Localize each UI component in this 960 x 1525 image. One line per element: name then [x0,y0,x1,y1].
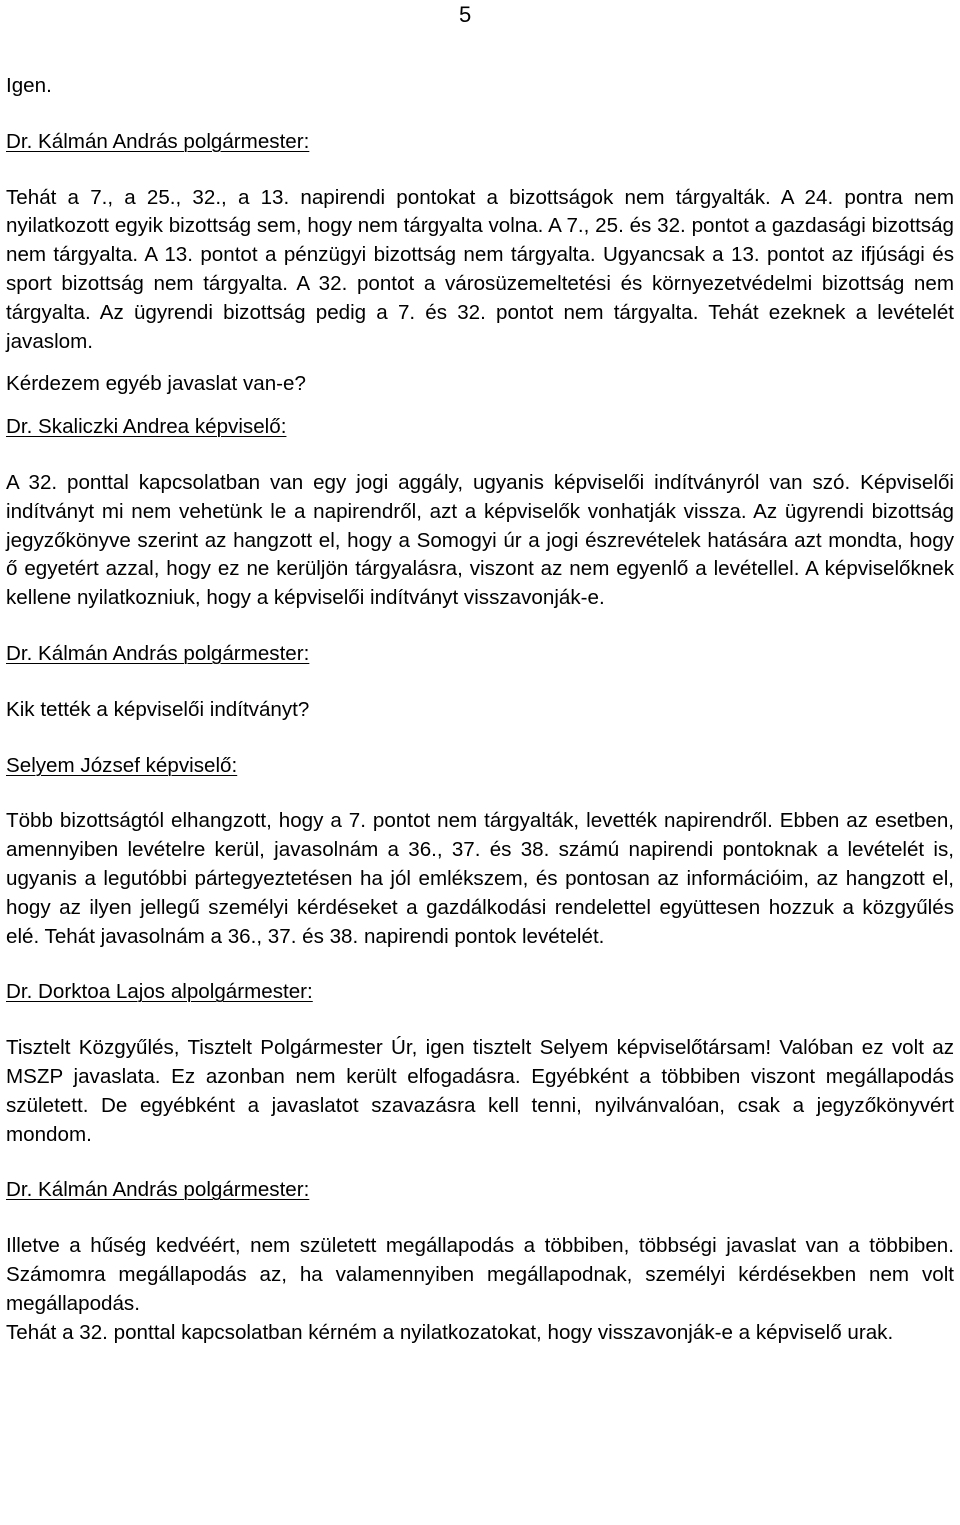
speaker-heading: Selyem József képviselő: [6,753,238,777]
speaker-heading: Dr. Dorktoa Lajos alpolgármester: [6,980,313,1004]
paragraph: Tehát a 32. ponttal kapcsolatban kérném a nyilatkozatokat, hogy visszavonják-e a képviselő urak. [6,1320,894,1344]
speaker-heading: Dr. Kálmán András polgármester: [6,129,310,153]
paragraph: A 32. ponttal kapcsolatban van egy jogi aggály, ugyanis képviselői indítványról van szó. Képviselői indítványt mi nem vehetünk le a napirendről, azt a képviselők vonhatják vissza. Az ügyrendi bizottság jegyzőkönyve szerint az hangzott el, hogy a Somogyi úr a jogi észrevételek hatására azt mondta, hogy ő egyetért azzal, hogy ez ne kerüljön tárgyalásra, viszont az nem egyenlő a levétellel. A képviselőknek kellene nyilatkozniuk, hogy a képviselői indítványt visszavonják-e. [6,470,954,610]
document-body [6,72,954,1347]
page-number: 5 [459,2,472,27]
paragraph: Több bizottságtól elhangzott, hogy a 7. pontot nem tárgyalták, levették napirendről. Ebben az esetben, amennyiben levételre kerül, javasolnám a 36., 37. és 38. számú napirendi pontoknak a levételét is, ugyanis a legutóbbi pártegyeztetésen ha jól emlékszem, és pontosan az információim, az hangzott el, hogy az ilyen jellegű személyi kérdéseket a gazdálkodási rendelettel együttesen hozzuk a közgyűlés elé. Tehát javasolnám a 36., 37. és 38. napirendi pontok levételét. [6,809,954,948]
paragraph: Kérdezem egyéb javaslat van-e? [6,372,306,396]
speaker-heading: Dr. Skaliczki Andrea képviselő: [6,415,287,439]
paragraph: Illetve a hűség kedvéért, nem született megállapodás a többiben, többségi javaslat van a többiben. Számomra megállapodás az, ha valamennyiben megállapodnak, személyi kérdésekben nem volt megállapodás. [6,1234,954,1315]
speaker-heading: Dr. Kálmán András polgármester: [6,641,310,665]
paragraph: Kik tették a képviselői indítványt? [6,697,310,721]
paragraph: Tisztelt Közgyűlés, Tisztelt Polgármester Úr, igen tisztelt Selyem képviselőtársam! Valóban ez volt az MSZP javaslata. Ez azonban nem került elfogadásra. Egyébként a többiben viszont megállapodás született. De egyébként a javaslatot szavazásra kell tenni, nyilvánvalóan, csak a jegyzőkönyvért mondom. [6,1036,954,1146]
paragraph-igen: Igen. [6,74,52,97]
speaker-heading: Dr. Kálmán András polgármester: [6,1178,310,1202]
paragraph: Tehát a 7., a 25., 32., a 13. napirendi pontokat a bizottságok nem tárgyalták. A 24. pontra nem nyilatkozott egyik bizottság sem, hogy nem tárgyalta volna. A 7., 25. és 32. pontot a gazdasági bizottság nem tárgyalta. A 13. pontot a pénzügyi bizottság nem tárgyalta. Ugyancsak a 13. pontot az ifjúsági és sport bizottság nem tárgyalta. A 32. pontot a városüzemeltetési és környezetvédelmi bizottság nem tárgyalta. Az ügyrendi bizottság pedig a 7. és 32. pontot nem tárgyalta. Tehát ezeknek a levételét javaslom. [6,185,954,353]
